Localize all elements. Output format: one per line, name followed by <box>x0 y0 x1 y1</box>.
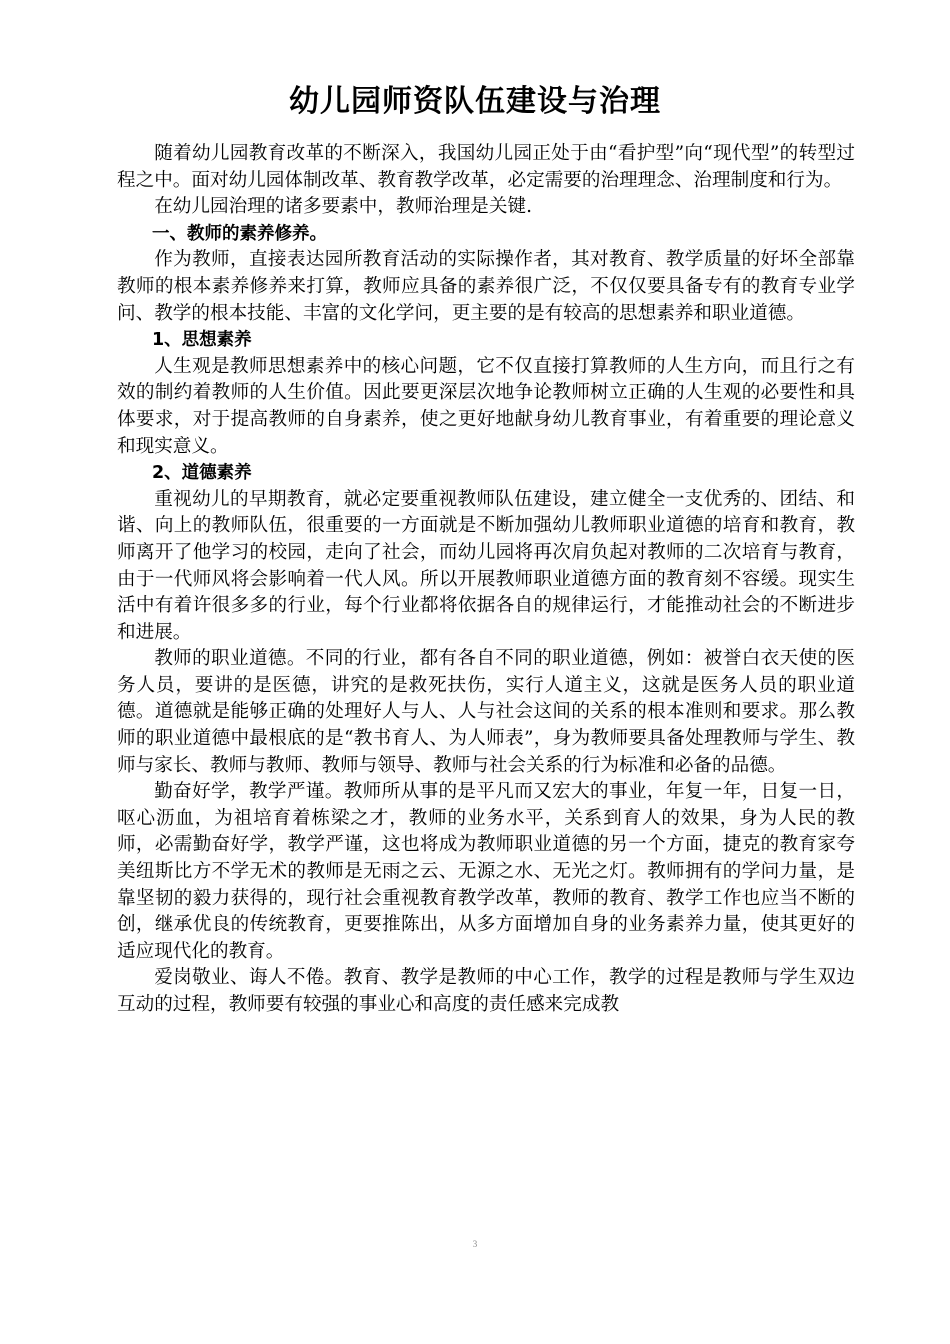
dedication-paragraph: 爱岗敬业、诲人不倦。教育、教学是教师的中心工作，教学的过程是教师与学生双边互动的过程，教师要有较强的事业心和高度的责任感来完成教 <box>117 967 855 1015</box>
diligence-paragraph: 勤奋好学，教学严谨。教师所从事的是平凡而又宏大的事业，年复一年，日复一日，呕心沥血，为祖培育着栋梁之才，教师的业务水平，关系到育人的效果，身为人民的教师，必需勤奋好学，教学严谨，这也将成为教师职业道德的另一个方面，捷克的教育家夸美纽斯比方不学无术的教师是无雨之云、无源之水、无光之灯。教师拥有的学问力量，是靠坚韧的毅力获得的，现行社会重视教育教学改革，教师的教育、教学工作也应当不断的创，继承优良的传统教育，更要推陈出，从多方面增加自身的业务素养力量，使其更好的适应现代化的教育。 <box>117 781 855 962</box>
page-number: 3 <box>472 1239 478 1249</box>
section-heading-1: 一、教师的素养修养。 <box>152 223 327 244</box>
key-point-paragraph: 在幼儿园治理的诸多要素中，教师治理是关键. <box>154 196 532 218</box>
morality-paragraph: 重视幼儿的早期教育，就必定要重视教师队伍建设，建立健全一支优秀的、团结、和谐、向上的教师队伍，很重要的一方面就是不断加强幼儿教师职业道德的培育和教育，教师离开了他学习的校园，走向了社会，而幼儿园将再次肩负起对教师的二次培育与教育，由于一代师风将会影响着一代人风。所以开展教师职业道德方面的教育刻不容缓。现实生活中有着许很多多的行业，每个行业都将依据各自的规律运行，才能推动社会的不断进步和进展。 <box>117 488 855 643</box>
document-body <box>117 141 855 1019</box>
subsection-heading-thought: 1、思想素养 <box>152 330 252 351</box>
intro-paragraph: 随着幼儿园教育改革的不断深入，我国幼儿园正处于由“看护型”向“现代型”的转型过程之中。面对幼儿园体制改革、教育教学改革，必定需要的治理理念、治理制度和行为。 <box>117 143 855 191</box>
section-1-paragraph: 作为教师，直接表达园所教育活动的实际操作者，其对教育、教学质量的好坏全部靠教师的根本素养修养来打算，教师应具备的素养很广泛，不仅仅要具备专有的教育专业学问、教学的根本技能、丰富的文化学问，更主要的是有较高的思想素养和职业道德。 <box>117 249 855 324</box>
subsection-heading-morality: 2、道德素养 <box>152 463 252 484</box>
thought-paragraph: 人生观是教师思想素养中的核心问题，它不仅直接打算教师的人生方向，而且行之有效的制约着教师的人生价值。因此要更深层次地争论教师树立正确的人生观的必要性和具体要求，对于提高教师的自身素养，使之更好地献身幼儿教育事业，有着重要的理论意义和现实意义。 <box>117 355 855 457</box>
professional-ethics-paragraph: 教师的职业道德。不同的行业，都有各自不同的职业道德，例如：被誉白衣天使的医务人员，要讲的是医德，讲究的是救死扶伤，实行人道主义，这就是医务人员的职业道德。道德就是能够正确的处理好人与人、人与社会这间的关系的根本准则和要求。那么教师的职业道德中最根底的是“教书育人、为人师表”，身为教师要具备处理教师与学生、教师与家长、教师与教师、教师与领导、教师与社会关系的行为标准和必备的品德。 <box>117 648 855 776</box>
document-title: 幼儿园师资队伍建设与治理 <box>289 84 661 120</box>
